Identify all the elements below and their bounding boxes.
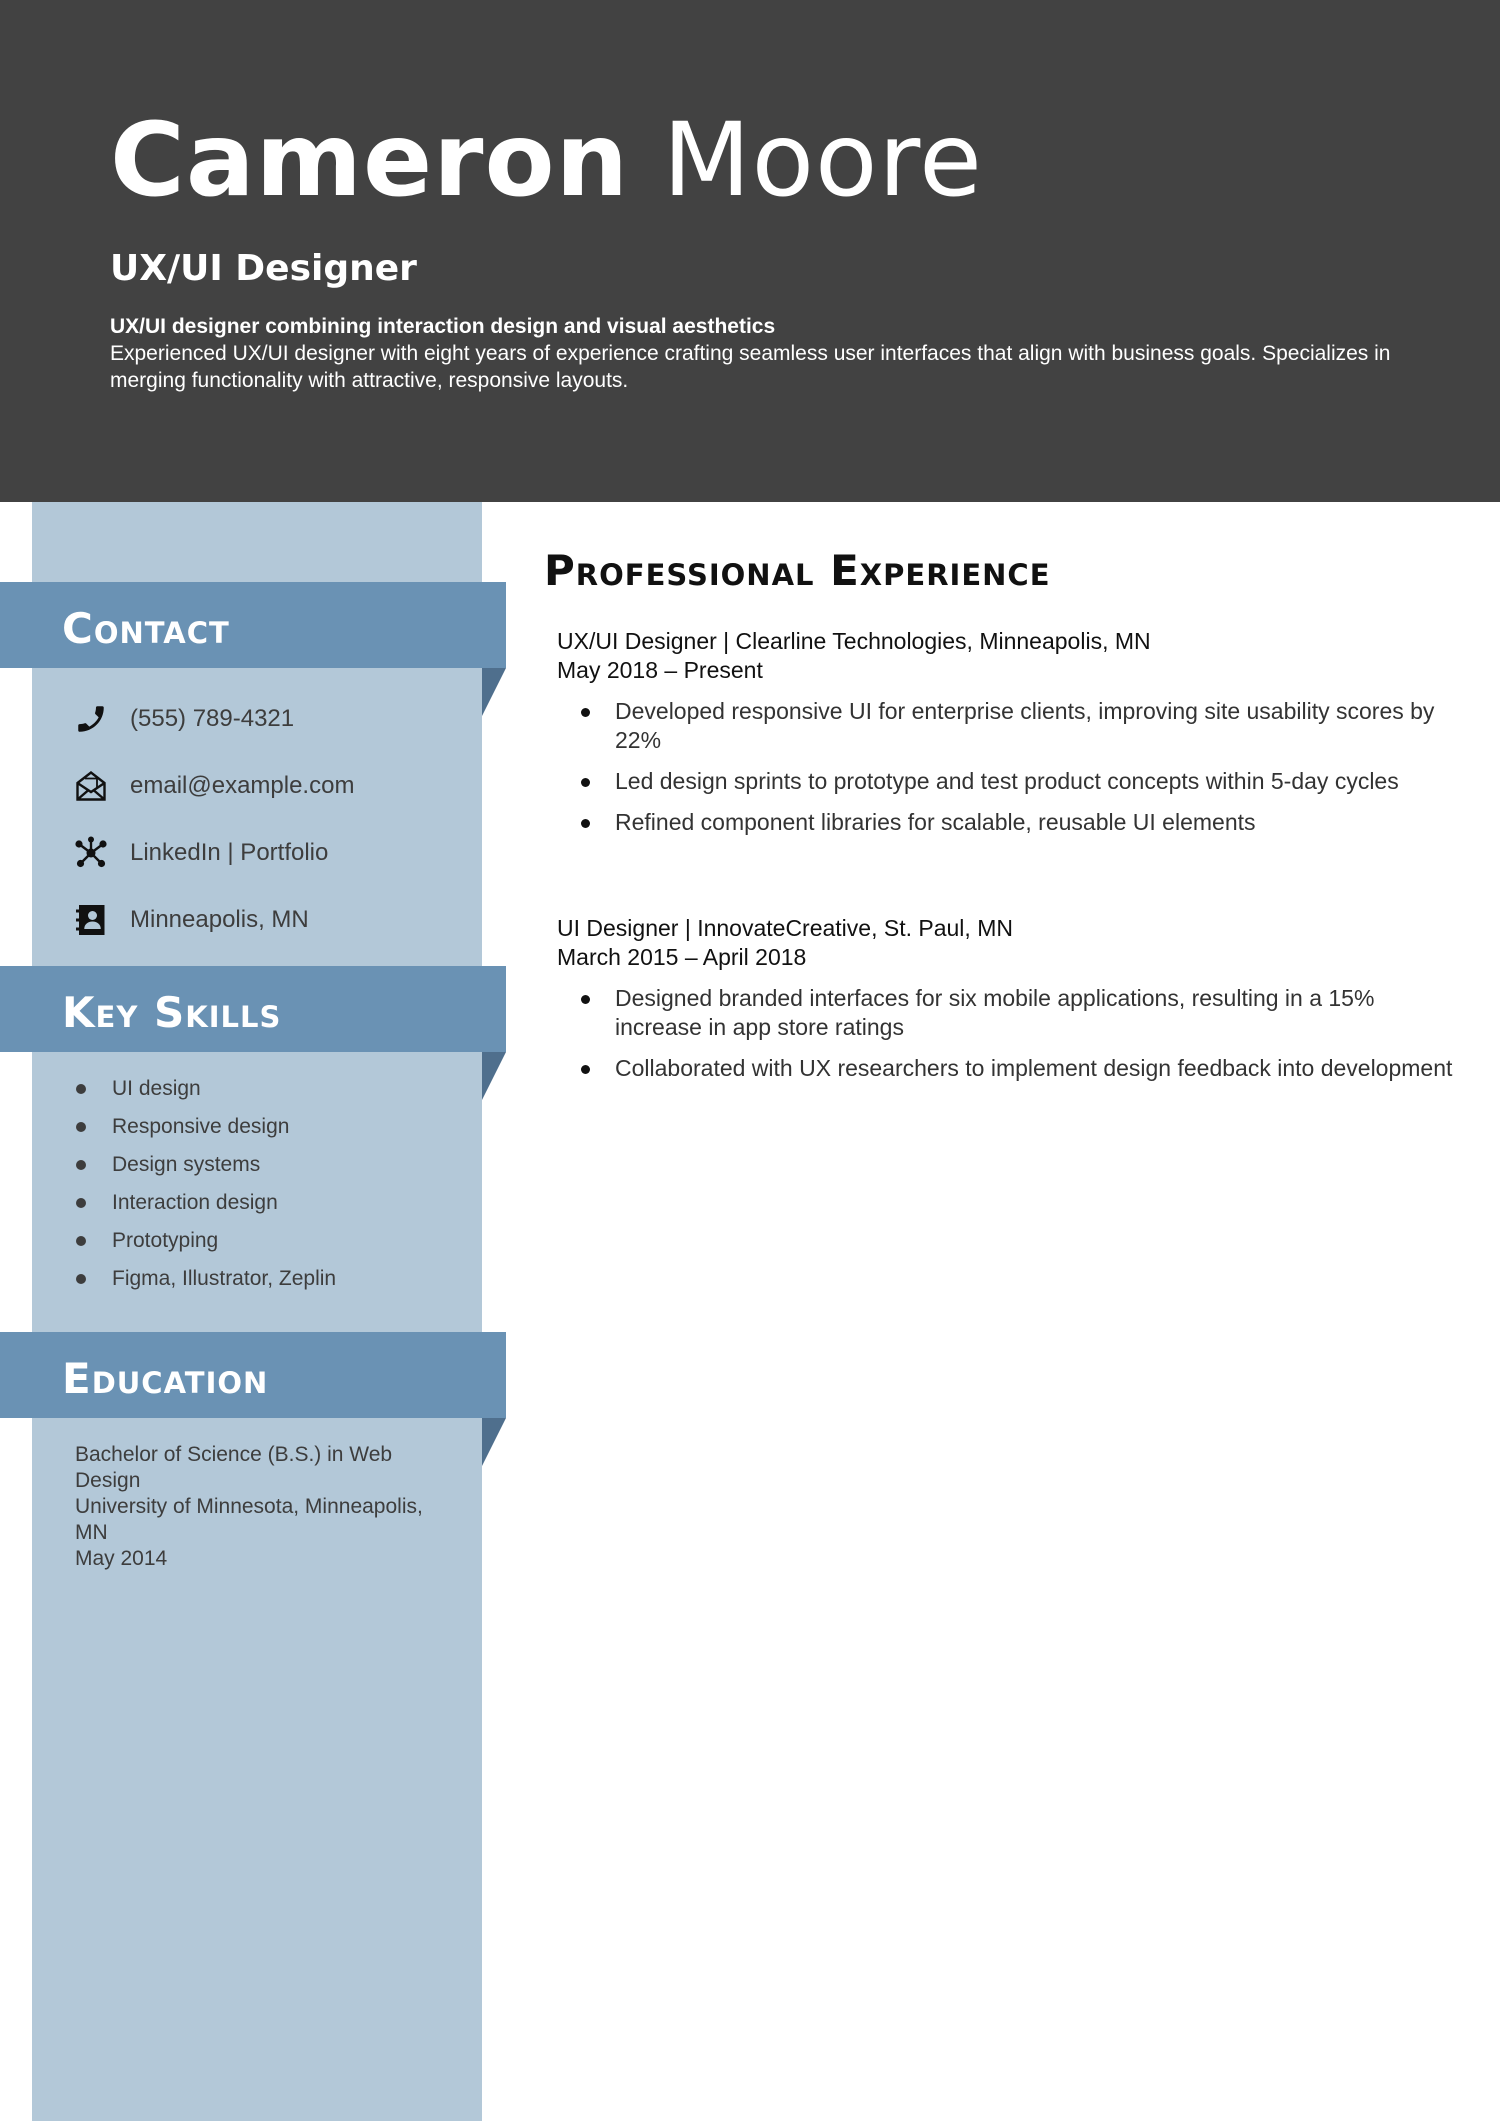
skill-text: Figma, Illustrator, Zeplin xyxy=(112,1267,337,1290)
band-fold xyxy=(482,668,506,716)
bullet-dot xyxy=(76,1084,86,1094)
email-text: email@example.com xyxy=(130,771,355,799)
list-item xyxy=(72,1222,472,1260)
list-item xyxy=(557,767,1457,796)
job-heading: UI Designer | InnovateCreative, St. Paul, MN xyxy=(557,915,1013,941)
skill-text: UI design xyxy=(112,1077,201,1100)
links-text: LinkedIn | Portfolio xyxy=(130,838,329,866)
job-title: UI Designer xyxy=(557,915,679,941)
first-name: Cameron xyxy=(110,101,630,220)
network-icon xyxy=(72,834,110,872)
bullet-text: Designed branded interfaces for six mobile applications, resulting in a 15% increase in app store ratings xyxy=(615,985,1375,1040)
bullet-dot xyxy=(581,1065,590,1074)
job-bullets xyxy=(557,697,1457,837)
band-fold xyxy=(482,1418,506,1466)
bullet-dot xyxy=(76,1198,86,1208)
skills-band xyxy=(0,966,506,1052)
job-bullets xyxy=(557,984,1457,1083)
education-date: May 2014 xyxy=(75,1547,168,1570)
job-company: Clearline Technologies, Minneapolis, MN xyxy=(735,628,1151,654)
bullet-dot xyxy=(581,778,590,787)
list-item xyxy=(72,1070,472,1108)
job-dates: March 2015 – April 2018 xyxy=(557,944,807,970)
skill-text: Interaction design xyxy=(112,1191,278,1214)
list-item xyxy=(72,1146,472,1184)
bullet-text: Refined component libraries for scalable, reusable UI elements xyxy=(615,809,1256,835)
list-item xyxy=(72,1184,472,1222)
skills-list xyxy=(72,1070,472,1298)
skills-title: Key Skills xyxy=(62,988,282,1037)
job-title: UX/UI Designer xyxy=(557,628,717,654)
skill-text: Prototyping xyxy=(112,1229,219,1252)
education-band xyxy=(0,1332,506,1418)
education-title: Education xyxy=(62,1354,269,1403)
job-heading: UX/UI Designer | Clearline Technologies, Minneapolis, MN xyxy=(557,628,1151,654)
contact-list xyxy=(72,685,472,953)
candidate-name xyxy=(110,101,983,220)
education-details xyxy=(75,1442,455,1572)
location-text: Minneapolis, MN xyxy=(130,905,309,933)
bullet-text: Developed responsive UI for enterprise clients, improving site usability scores by 22% xyxy=(615,698,1435,753)
contact-email xyxy=(72,752,472,819)
resume-header xyxy=(0,0,1500,502)
bullet-text: Led design sprints to prototype and test product concepts within 5-day cycles xyxy=(615,768,1399,794)
mail-icon xyxy=(72,767,110,805)
contact-phone xyxy=(72,685,472,752)
skill-text: Design systems xyxy=(112,1153,261,1176)
list-item xyxy=(557,1054,1457,1083)
contact-band xyxy=(0,582,506,668)
bullet-dot xyxy=(581,819,590,828)
education-school: University of Minnesota, Minneapolis, MN xyxy=(75,1495,423,1544)
skill-text: Responsive design xyxy=(112,1115,290,1138)
job-dates: May 2018 – Present xyxy=(557,657,763,683)
summary-headline: UX/UI designer combining interaction design and visual aesthetics xyxy=(110,315,776,338)
list-item xyxy=(557,808,1457,837)
summary-body: Experienced UX/UI designer with eight years of experience crafting seamless user interfaces that align with business goals. Specializes in merging functionality with attractive, responsive layouts. xyxy=(110,342,1391,392)
bullet-dot xyxy=(76,1236,86,1246)
contact-location xyxy=(72,886,472,953)
bullet-dot xyxy=(76,1274,86,1284)
list-item xyxy=(557,984,1457,1042)
bullet-dot xyxy=(581,995,590,1004)
list-item xyxy=(72,1108,472,1146)
band-fold xyxy=(482,1052,506,1100)
experience-title: Professional Experience xyxy=(544,546,1051,595)
job-entry xyxy=(557,627,1457,849)
contact-links xyxy=(72,819,472,886)
address-book-icon xyxy=(72,901,110,939)
phone-text: (555) 789-4321 xyxy=(130,704,295,732)
bullet-dot xyxy=(581,708,590,717)
bullet-dot xyxy=(76,1122,86,1132)
contact-title: Contact xyxy=(62,604,230,653)
phone-icon xyxy=(72,700,110,738)
job-role: UX/UI Designer xyxy=(110,248,417,289)
bullet-text: Collaborated with UX researchers to implement design feedback into development xyxy=(615,1055,1453,1081)
job-entry xyxy=(557,914,1457,1095)
bullet-dot xyxy=(76,1160,86,1170)
list-item xyxy=(72,1260,472,1298)
summary xyxy=(110,313,1410,394)
list-item xyxy=(557,697,1457,755)
education-degree: Bachelor of Science (B.S.) in Web Design xyxy=(75,1443,393,1492)
job-company: InnovateCreative, St. Paul, MN xyxy=(697,915,1013,941)
last-name: Moore xyxy=(662,101,983,220)
